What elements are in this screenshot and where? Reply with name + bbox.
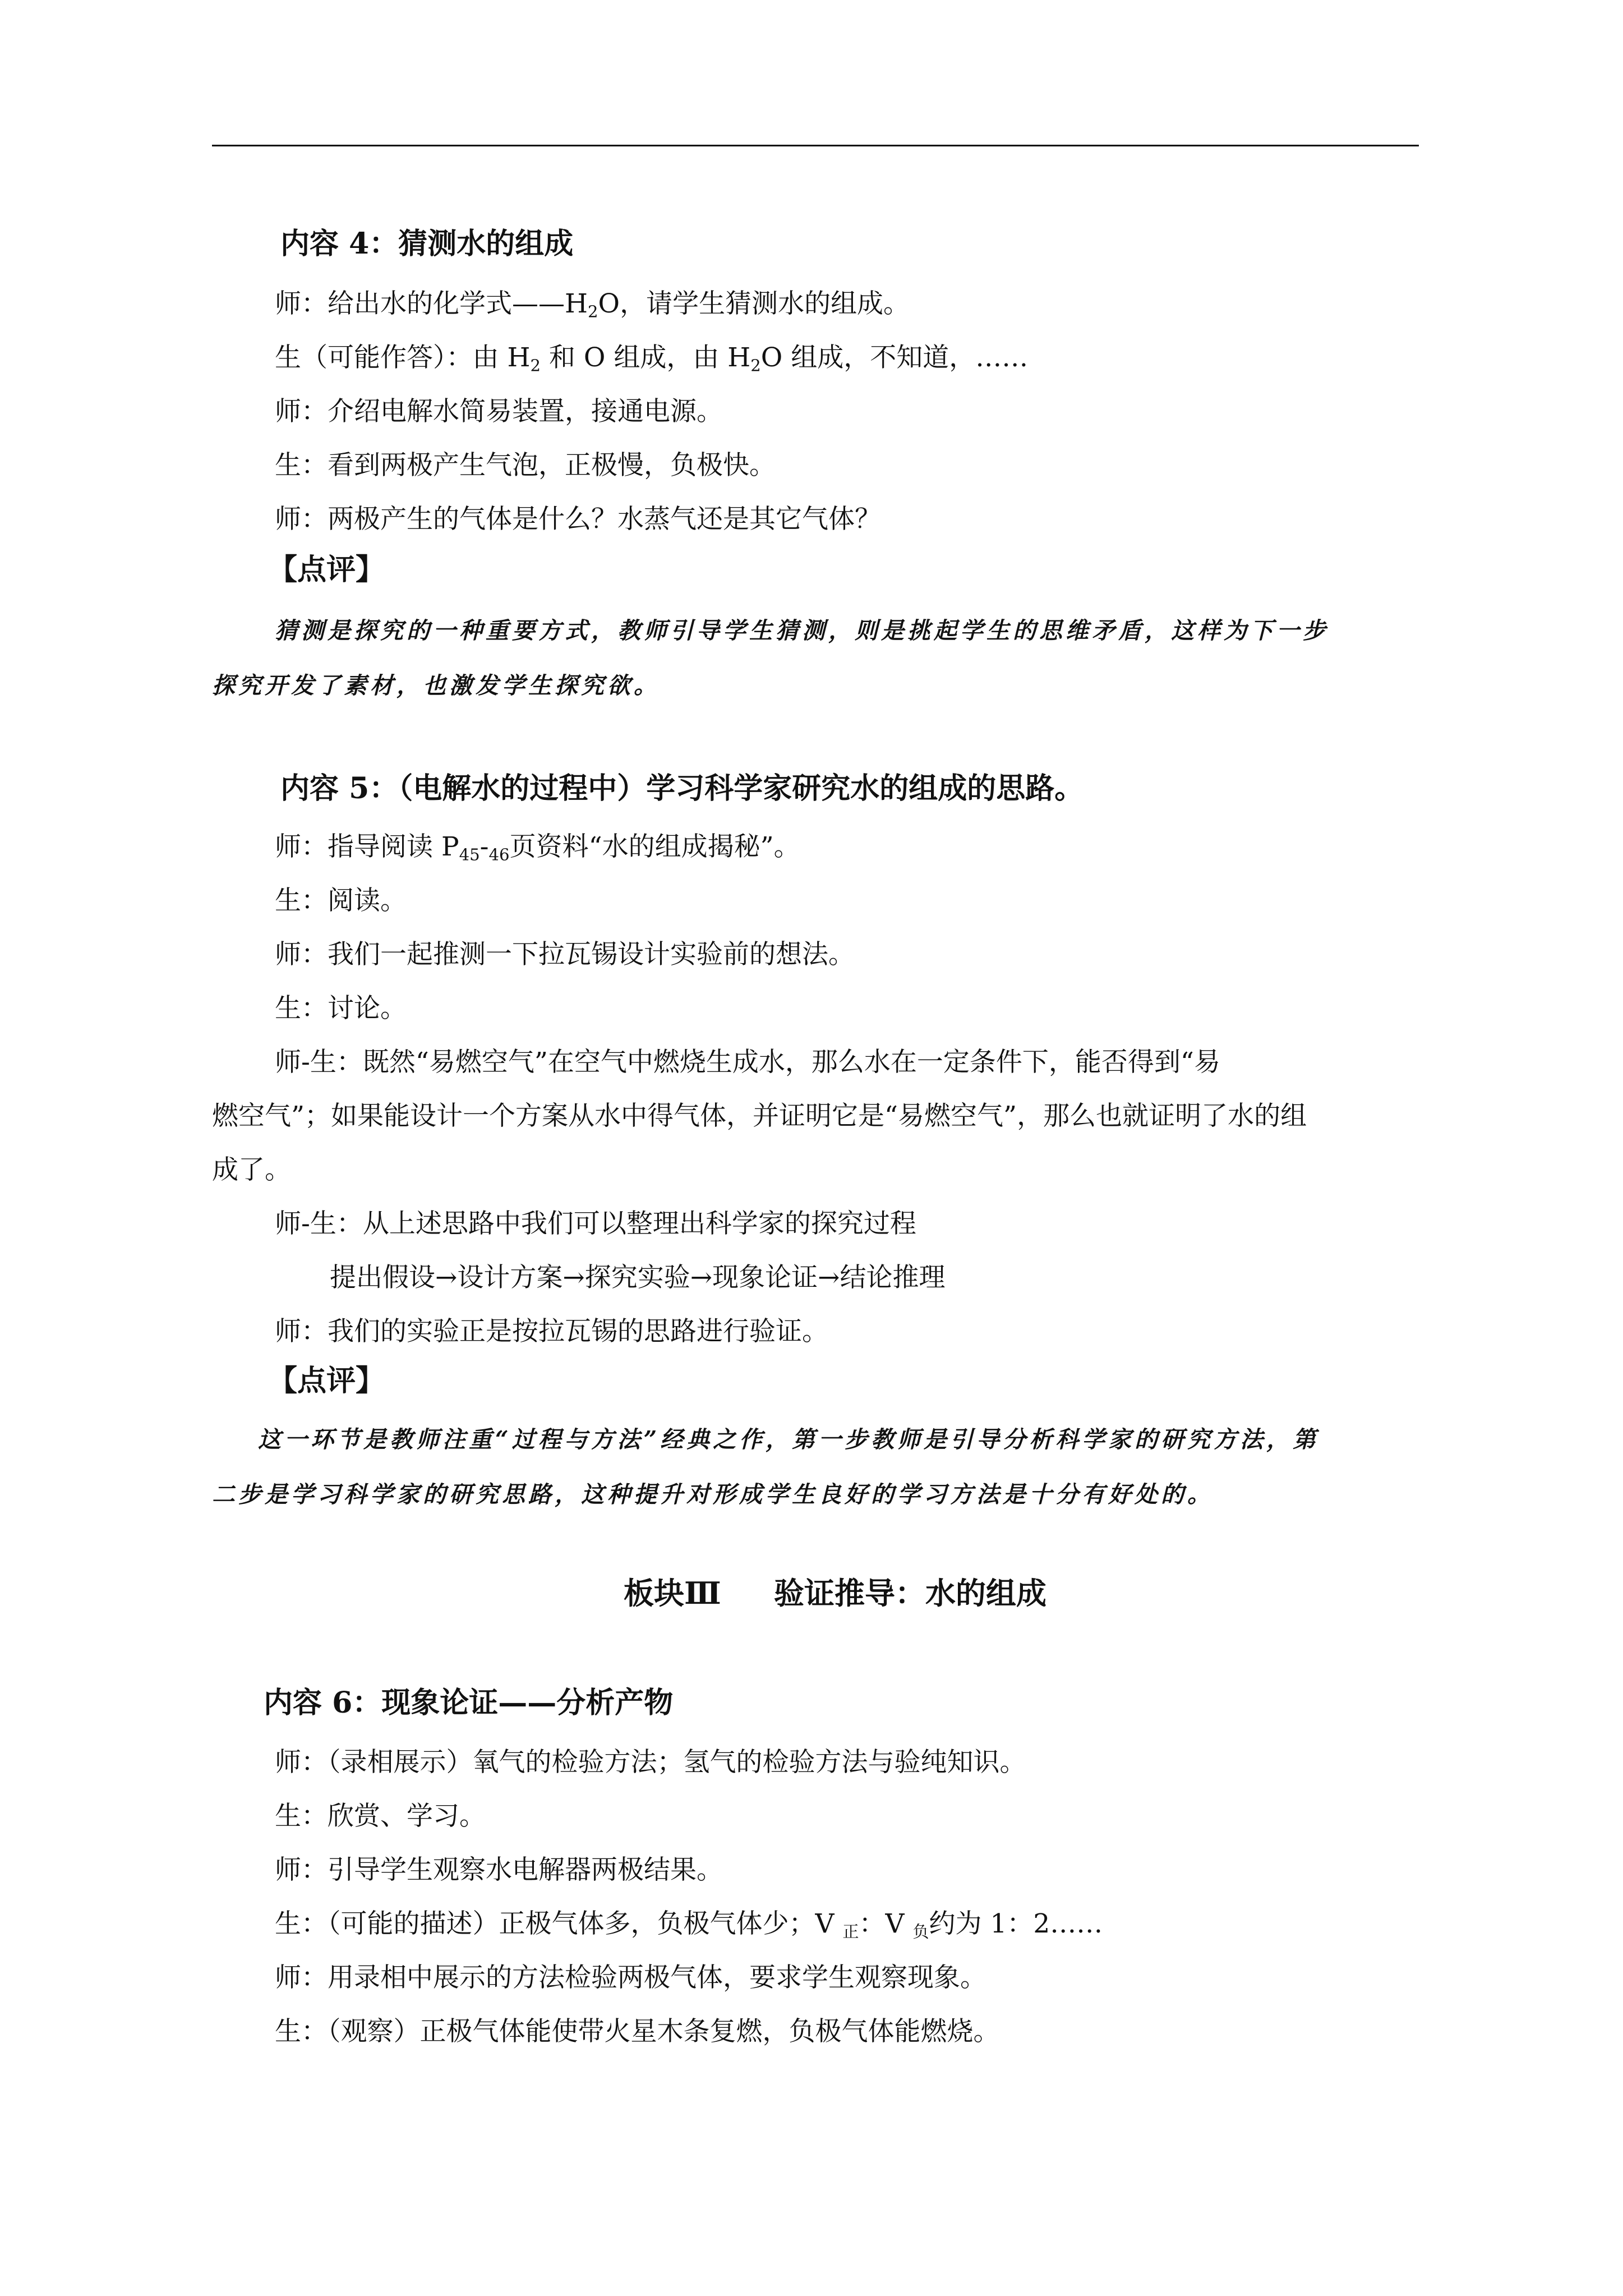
content4-line-3: 师：介绍电解水简易装置，接通电源。 — [275, 396, 723, 427]
section-title: 验证推导：水的组成 — [774, 1575, 1046, 1611]
content6-title: 内容 6：现象论证——分析产物 — [264, 1686, 674, 1720]
content6-line-3: 师：引导学生观察水电解器两极结果。 — [275, 1855, 723, 1885]
content6-line-4: 生：（可能的描述）正极气体多，负极气体少；V $_正$：V $_负$约为 1：2…… — [275, 1908, 1103, 1941]
content5-line-10: 师：我们的实验正是按拉瓦锡的思路进行验证。 — [275, 1316, 828, 1347]
content6-line-6: 生：（观察）正极气体能使带火星木条复燃，负极气体能燃烧。 — [275, 2016, 1000, 2047]
content5-title: 内容 5：（电解水的过程中）学习科学家研究水的组成的思路。 — [280, 771, 1084, 806]
content5-line-8: 师-生：从上述思路中我们可以整理出科学家的探究过程 — [275, 1208, 916, 1239]
content4-comment-line-1: 猜测是探究的一种重要方式，教师引导学生猜测，则是挑起学生的思维矛盾，这样为下一步 — [275, 617, 1329, 644]
content4-line-5: 师：两极产生的气体是什么？水蒸气还是其它气体？ — [275, 504, 881, 535]
content4-comment-tag: 【点评】 — [268, 553, 385, 587]
content4-title: 内容 4：猜测水的组成 — [280, 227, 574, 261]
content6-line-2: 生：欣赏、学习。 — [275, 1801, 486, 1832]
content4-comment-line-2: 探究开发了素材，也激发学生探究欲。 — [212, 672, 660, 699]
header-rule — [212, 145, 1419, 146]
content5-comment-tag: 【点评】 — [268, 1364, 385, 1398]
content6-line-1: 师：（录相展示）氧气的检验方法；氢气的检验方法与验纯知识。 — [275, 1747, 1026, 1778]
content5-comment-line-1: 这一环节是教师注重“过程与方法”经典之作，第一步教师是引导分析科学家的研究方法，第 — [258, 1426, 1320, 1453]
section-label: 板块Ⅲ — [624, 1575, 721, 1611]
content5-line-3: 师：我们一起推测一下拉瓦锡设计实验前的想法。 — [275, 939, 855, 970]
content5-line-2: 生：阅读。 — [275, 885, 407, 916]
content5-line-5: 师-生：既然“易燃空气”在空气中燃烧生成水，那么水在一定条件下，能否得到“易 — [275, 1047, 1220, 1078]
content6-line-5: 师：用录相中展示的方法检验两极气体，要求学生观察现象。 — [275, 1962, 986, 1993]
content4-line-1: 师：给出水的化学式$——H_2O$，请学生猜测水的组成。 — [275, 288, 910, 321]
content5-line-7: 成了。 — [212, 1154, 291, 1185]
content5-comment-line-2: 二步是学习科学家的研究思路，这种提升对形成学生良好的学习方法是十分有好处的。 — [212, 1481, 1214, 1508]
process-flow: 提出假设→设计方案→探究实验→现象论证→结论推理 — [330, 1262, 946, 1293]
content4-line-4: 生：看到两极产生气泡，正极慢，负极快。 — [275, 450, 776, 481]
content5-line-4: 生：讨论。 — [275, 993, 407, 1024]
content4-line-2: 生（可能作答）：由 $H_2$ 和 O 组成，由 $H_2O$ 组成，不知道，…… — [275, 342, 1029, 375]
content5-line-6: 燃空气”；如果能设计一个方案从水中得气体，并证明它是“易燃空气”，那么也就证明了水的组 — [212, 1101, 1307, 1131]
content5-line-1: 师：指导阅读 $P_{45}-_{46}$页资料“水的组成揭秘”。 — [275, 831, 800, 864]
